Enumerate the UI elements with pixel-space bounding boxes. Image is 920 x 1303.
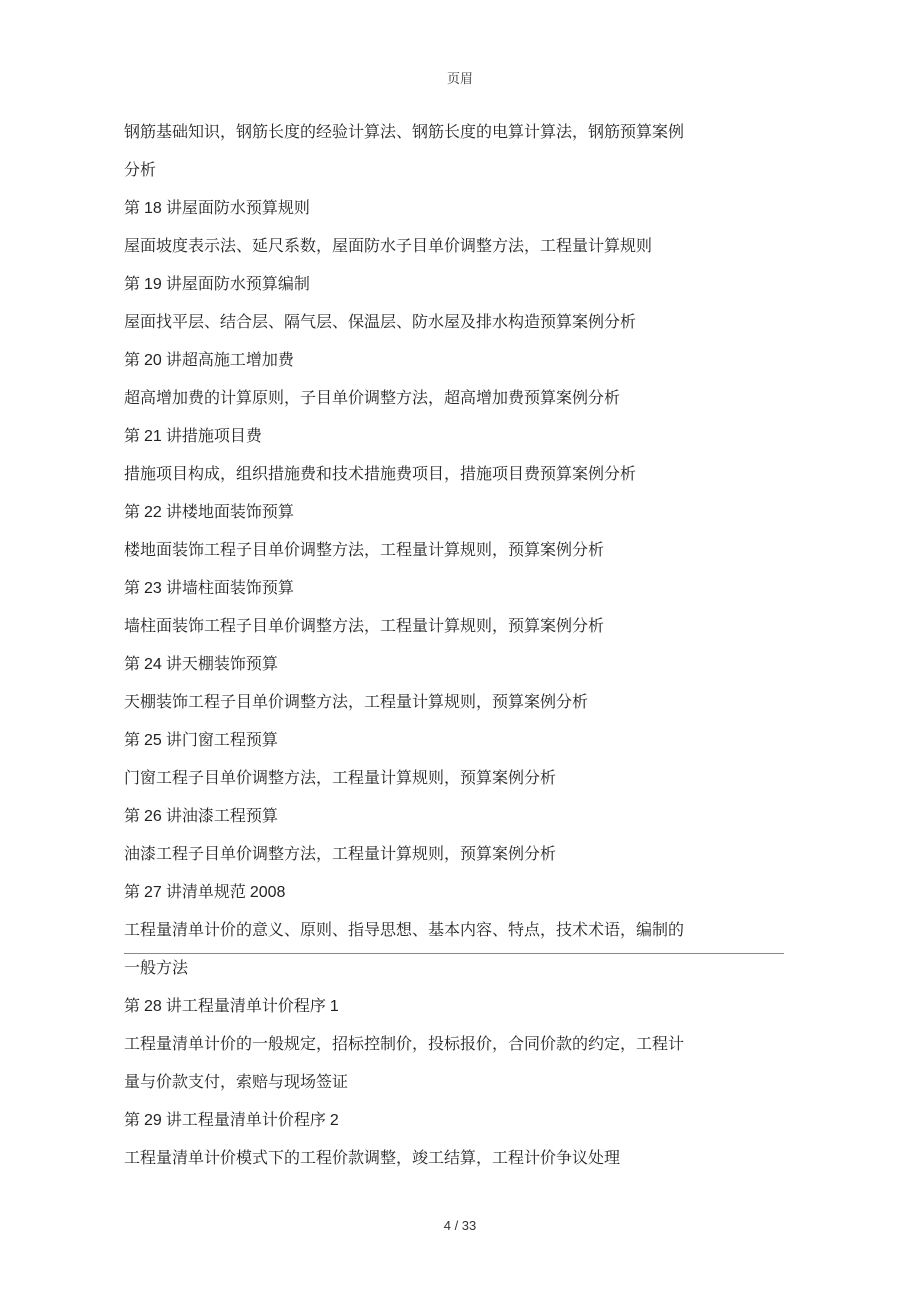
lecture-prefix: 第 xyxy=(124,502,141,521)
lecture-description: 屋面坡度表示法、延尺系数，屋面防水子目单价调整方法，工程量计算规则 xyxy=(124,236,653,255)
lecture-heading xyxy=(124,882,289,903)
page-number: 4 / 33 xyxy=(443,1218,477,1233)
lecture-title: 讲工程量清单计价程序 xyxy=(165,1110,326,1129)
intro-line-2: 分析 xyxy=(124,160,157,179)
lecture-heading xyxy=(124,730,278,751)
lecture-prefix: 第 xyxy=(124,806,141,825)
lecture-number: 25 xyxy=(144,732,162,749)
lecture-number: 28 xyxy=(144,998,162,1015)
lecture-description: 楼地面装饰工程子目单价调整方法，工程量计算规则，预算案例分析 xyxy=(124,540,605,559)
horizontal-divider xyxy=(124,953,784,954)
lecture-prefix: 第 xyxy=(124,274,141,293)
lecture-number: 21 xyxy=(144,428,162,445)
lecture-description: 超高增加费的计算原则，子目单价调整方法，超高增加费预算案例分析 xyxy=(124,388,621,407)
lecture-description: 工程量清单计价的一般规定，招标控制价，投标报价，合同价款的约定，工程计 xyxy=(124,1034,685,1053)
lecture-description: 工程量清单计价的意义、原则、指导思想、基本内容、特点，技术术语，编制的 xyxy=(124,920,685,939)
lecture-heading xyxy=(124,996,343,1017)
lecture-prefix: 第 xyxy=(124,198,141,217)
lecture-number: 27 xyxy=(144,884,162,901)
lecture-prefix: 第 xyxy=(124,882,141,901)
lecture-prefix: 第 xyxy=(124,350,141,369)
lecture-description: 措施项目构成，组织措施费和技术措施费项目，措施项目费预算案例分析 xyxy=(124,464,637,483)
lecture-description: 门窗工程子目单价调整方法，工程量计算规则，预算案例分析 xyxy=(124,768,557,787)
lecture-number: 18 xyxy=(144,200,162,217)
lecture-description: 一般方法 xyxy=(124,958,189,977)
lecture-description: 屋面找平层、结合层、隔气层、保温层、防水屋及排水构造预算案例分析 xyxy=(124,312,637,331)
lecture-description: 工程量清单计价模式下的工程价款调整，竣工结算，工程计价争议处理 xyxy=(124,1148,621,1167)
lecture-description: 天棚装饰工程子目单价调整方法，工程量计算规则，预算案例分析 xyxy=(124,692,589,711)
lecture-prefix: 第 xyxy=(124,426,141,445)
lecture-heading xyxy=(124,654,278,675)
lecture-title: 讲门窗工程预算 xyxy=(165,730,278,749)
lecture-title-suffix: 1 xyxy=(329,998,339,1015)
lecture-number: 19 xyxy=(144,276,162,293)
lecture-title-suffix: 2008 xyxy=(249,884,286,901)
lecture-title: 讲天棚装饰预算 xyxy=(165,654,278,673)
lecture-title: 讲油漆工程预算 xyxy=(165,806,278,825)
lecture-number: 29 xyxy=(144,1112,162,1129)
lecture-number: 23 xyxy=(144,580,162,597)
lecture-heading xyxy=(124,578,294,599)
lecture-description: 量与价款支付，索赔与现场签证 xyxy=(124,1072,349,1091)
lecture-heading xyxy=(124,426,262,447)
page-header: 页眉 xyxy=(446,72,473,87)
lecture-heading xyxy=(124,1110,343,1131)
lecture-heading xyxy=(124,806,278,827)
lecture-prefix: 第 xyxy=(124,578,141,597)
lecture-title: 讲墙柱面装饰预算 xyxy=(165,578,294,597)
lecture-prefix: 第 xyxy=(124,730,141,749)
lecture-heading xyxy=(124,198,310,219)
lecture-prefix: 第 xyxy=(124,996,141,1015)
lecture-number: 22 xyxy=(144,504,162,521)
lecture-title: 讲措施项目费 xyxy=(165,426,262,445)
lecture-title: 讲楼地面装饰预算 xyxy=(165,502,294,521)
lecture-description: 油漆工程子目单价调整方法，工程量计算规则，预算案例分析 xyxy=(124,844,557,863)
lecture-title: 讲清单规范 xyxy=(165,882,246,901)
lecture-title: 讲屋面防水预算规则 xyxy=(165,198,310,217)
lecture-heading xyxy=(124,502,294,523)
lecture-number: 26 xyxy=(144,808,162,825)
lecture-prefix: 第 xyxy=(124,654,141,673)
intro-line-1: 钢筋基础知识，钢筋长度的经验计算法、钢筋长度的电算计算法，钢筋预算案例 xyxy=(124,122,685,141)
lecture-title: 讲屋面防水预算编制 xyxy=(165,274,310,293)
lecture-heading xyxy=(124,274,310,295)
lecture-title-suffix: 2 xyxy=(329,1112,339,1129)
lecture-title: 讲工程量清单计价程序 xyxy=(165,996,326,1015)
lecture-title: 讲超高施工增加费 xyxy=(165,350,294,369)
lecture-heading xyxy=(124,350,294,371)
lecture-description: 墙柱面装饰工程子目单价调整方法，工程量计算规则，预算案例分析 xyxy=(124,616,605,635)
lecture-number: 20 xyxy=(144,352,162,369)
lecture-prefix: 第 xyxy=(124,1110,141,1129)
lecture-number: 24 xyxy=(144,656,162,673)
